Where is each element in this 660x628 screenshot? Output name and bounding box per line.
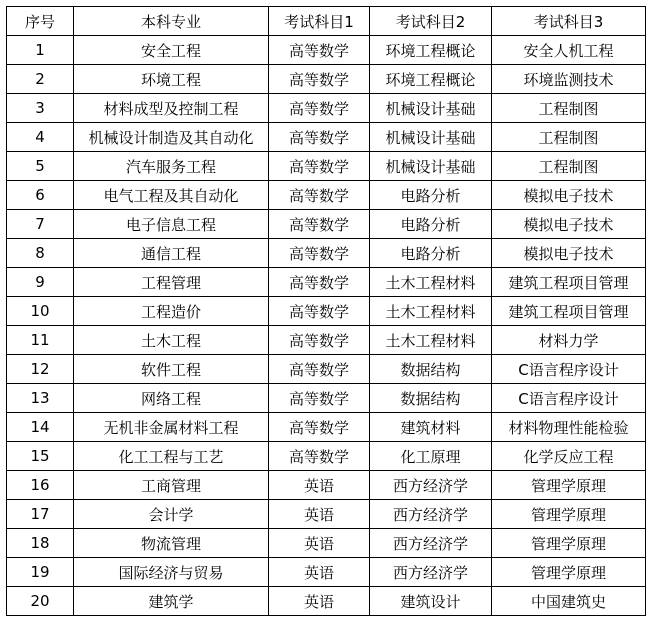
- cell-subject-2: 西方经济学: [370, 558, 492, 587]
- cell-subject-2: 机械设计基础: [370, 152, 492, 181]
- cell-subject-3: 模拟电子技术: [492, 239, 646, 268]
- cell-subject-3: 安全人机工程: [492, 36, 646, 65]
- table-row: [7, 471, 646, 500]
- cell-major: 机械设计制造及其自动化: [74, 123, 269, 152]
- cell-subject-1: 高等数学: [269, 123, 370, 152]
- cell-major: 国际经济与贸易: [74, 558, 269, 587]
- cell-index: 12: [7, 355, 74, 384]
- table-row: [7, 442, 646, 471]
- cell-major: 工程管理: [74, 268, 269, 297]
- cell-major: 汽车服务工程: [74, 152, 269, 181]
- cell-subject-3: 管理学原理: [492, 529, 646, 558]
- cell-index: 10: [7, 297, 74, 326]
- cell-major: 建筑学: [74, 587, 269, 616]
- cell-subject-3: 材料物理性能检验: [492, 413, 646, 442]
- cell-subject-1: 高等数学: [269, 181, 370, 210]
- header-subject-3: 考试科目3: [492, 7, 646, 36]
- cell-index: 7: [7, 210, 74, 239]
- cell-subject-1: 英语: [269, 500, 370, 529]
- cell-subject-1: 高等数学: [269, 239, 370, 268]
- header-index: 序号: [7, 7, 74, 36]
- cell-major: 工程造价: [74, 297, 269, 326]
- cell-major: 会计学: [74, 500, 269, 529]
- cell-index: 15: [7, 442, 74, 471]
- cell-index: 3: [7, 94, 74, 123]
- cell-index: 13: [7, 384, 74, 413]
- table-row: [7, 123, 646, 152]
- table-row: [7, 297, 646, 326]
- cell-major: 土木工程: [74, 326, 269, 355]
- cell-subject-3: 工程制图: [492, 152, 646, 181]
- cell-subject-2: 化工原理: [370, 442, 492, 471]
- table-row: [7, 413, 646, 442]
- cell-index: 20: [7, 587, 74, 616]
- cell-subject-2: 土木工程材料: [370, 268, 492, 297]
- cell-subject-2: 建筑设计: [370, 587, 492, 616]
- cell-subject-2: 西方经济学: [370, 500, 492, 529]
- cell-subject-1: 高等数学: [269, 355, 370, 384]
- cell-subject-2: 电路分析: [370, 239, 492, 268]
- header-subject-2: 考试科目2: [370, 7, 492, 36]
- cell-subject-1: 高等数学: [269, 152, 370, 181]
- cell-subject-2: 机械设计基础: [370, 94, 492, 123]
- table-row: [7, 94, 646, 123]
- cell-subject-3: 建筑工程项目管理: [492, 297, 646, 326]
- cell-subject-3: 建筑工程项目管理: [492, 268, 646, 297]
- cell-major: 电子信息工程: [74, 210, 269, 239]
- cell-subject-2: 西方经济学: [370, 529, 492, 558]
- table-row: [7, 152, 646, 181]
- exam-subjects-table: [6, 6, 646, 616]
- header-row: [7, 7, 646, 36]
- cell-subject-1: 高等数学: [269, 65, 370, 94]
- cell-subject-1: 高等数学: [269, 442, 370, 471]
- cell-major: 化工工程与工艺: [74, 442, 269, 471]
- table-row: [7, 65, 646, 94]
- table-row: [7, 384, 646, 413]
- cell-subject-1: 高等数学: [269, 268, 370, 297]
- table-row: [7, 268, 646, 297]
- cell-subject-2: 建筑材料: [370, 413, 492, 442]
- cell-major: 网络工程: [74, 384, 269, 413]
- table-body: [7, 36, 646, 616]
- cell-subject-2: 环境工程概论: [370, 36, 492, 65]
- cell-subject-3: 管理学原理: [492, 500, 646, 529]
- cell-subject-1: 英语: [269, 529, 370, 558]
- cell-subject-1: 英语: [269, 471, 370, 500]
- cell-subject-3: C语言程序设计: [492, 355, 646, 384]
- table-row: [7, 500, 646, 529]
- cell-subject-1: 高等数学: [269, 326, 370, 355]
- cell-index: 2: [7, 65, 74, 94]
- cell-index: 19: [7, 558, 74, 587]
- cell-subject-3: 中国建筑史: [492, 587, 646, 616]
- cell-subject-2: 环境工程概论: [370, 65, 492, 94]
- table-row: [7, 181, 646, 210]
- table-row: [7, 558, 646, 587]
- table-row: [7, 326, 646, 355]
- table-row: [7, 36, 646, 65]
- cell-index: 8: [7, 239, 74, 268]
- cell-index: 5: [7, 152, 74, 181]
- cell-subject-1: 英语: [269, 558, 370, 587]
- cell-major: 物流管理: [74, 529, 269, 558]
- cell-subject-3: 材料力学: [492, 326, 646, 355]
- cell-index: 9: [7, 268, 74, 297]
- cell-subject-1: 高等数学: [269, 384, 370, 413]
- table-row: [7, 355, 646, 384]
- cell-subject-3: 模拟电子技术: [492, 181, 646, 210]
- table-header: [7, 7, 646, 36]
- cell-subject-2: 数据结构: [370, 384, 492, 413]
- cell-major: 电气工程及其自动化: [74, 181, 269, 210]
- cell-subject-3: 工程制图: [492, 123, 646, 152]
- cell-major: 通信工程: [74, 239, 269, 268]
- cell-subject-3: 模拟电子技术: [492, 210, 646, 239]
- cell-index: 14: [7, 413, 74, 442]
- header-subject-1: 考试科目1: [269, 7, 370, 36]
- cell-major: 材料成型及控制工程: [74, 94, 269, 123]
- cell-major: 无机非金属材料工程: [74, 413, 269, 442]
- cell-subject-2: 电路分析: [370, 181, 492, 210]
- cell-major: 工商管理: [74, 471, 269, 500]
- cell-index: 18: [7, 529, 74, 558]
- cell-index: 17: [7, 500, 74, 529]
- cell-subject-1: 高等数学: [269, 297, 370, 326]
- cell-index: 11: [7, 326, 74, 355]
- cell-subject-2: 电路分析: [370, 210, 492, 239]
- table-row: [7, 210, 646, 239]
- cell-major: 软件工程: [74, 355, 269, 384]
- cell-subject-3: 管理学原理: [492, 471, 646, 500]
- cell-subject-2: 土木工程材料: [370, 326, 492, 355]
- cell-index: 6: [7, 181, 74, 210]
- cell-major: 安全工程: [74, 36, 269, 65]
- cell-index: 4: [7, 123, 74, 152]
- cell-subject-1: 高等数学: [269, 36, 370, 65]
- cell-subject-1: 高等数学: [269, 210, 370, 239]
- cell-subject-3: C语言程序设计: [492, 384, 646, 413]
- cell-subject-2: 机械设计基础: [370, 123, 492, 152]
- table-row: [7, 587, 646, 616]
- cell-subject-3: 工程制图: [492, 94, 646, 123]
- header-major: 本科专业: [74, 7, 269, 36]
- table-row: [7, 239, 646, 268]
- cell-subject-2: 数据结构: [370, 355, 492, 384]
- cell-subject-3: 化学反应工程: [492, 442, 646, 471]
- cell-subject-3: 管理学原理: [492, 558, 646, 587]
- cell-index: 1: [7, 36, 74, 65]
- cell-subject-3: 环境监测技术: [492, 65, 646, 94]
- cell-subject-2: 土木工程材料: [370, 297, 492, 326]
- cell-subject-1: 高等数学: [269, 413, 370, 442]
- cell-subject-2: 西方经济学: [370, 471, 492, 500]
- cell-subject-1: 英语: [269, 587, 370, 616]
- cell-subject-1: 高等数学: [269, 94, 370, 123]
- cell-major: 环境工程: [74, 65, 269, 94]
- cell-index: 16: [7, 471, 74, 500]
- table-row: [7, 529, 646, 558]
